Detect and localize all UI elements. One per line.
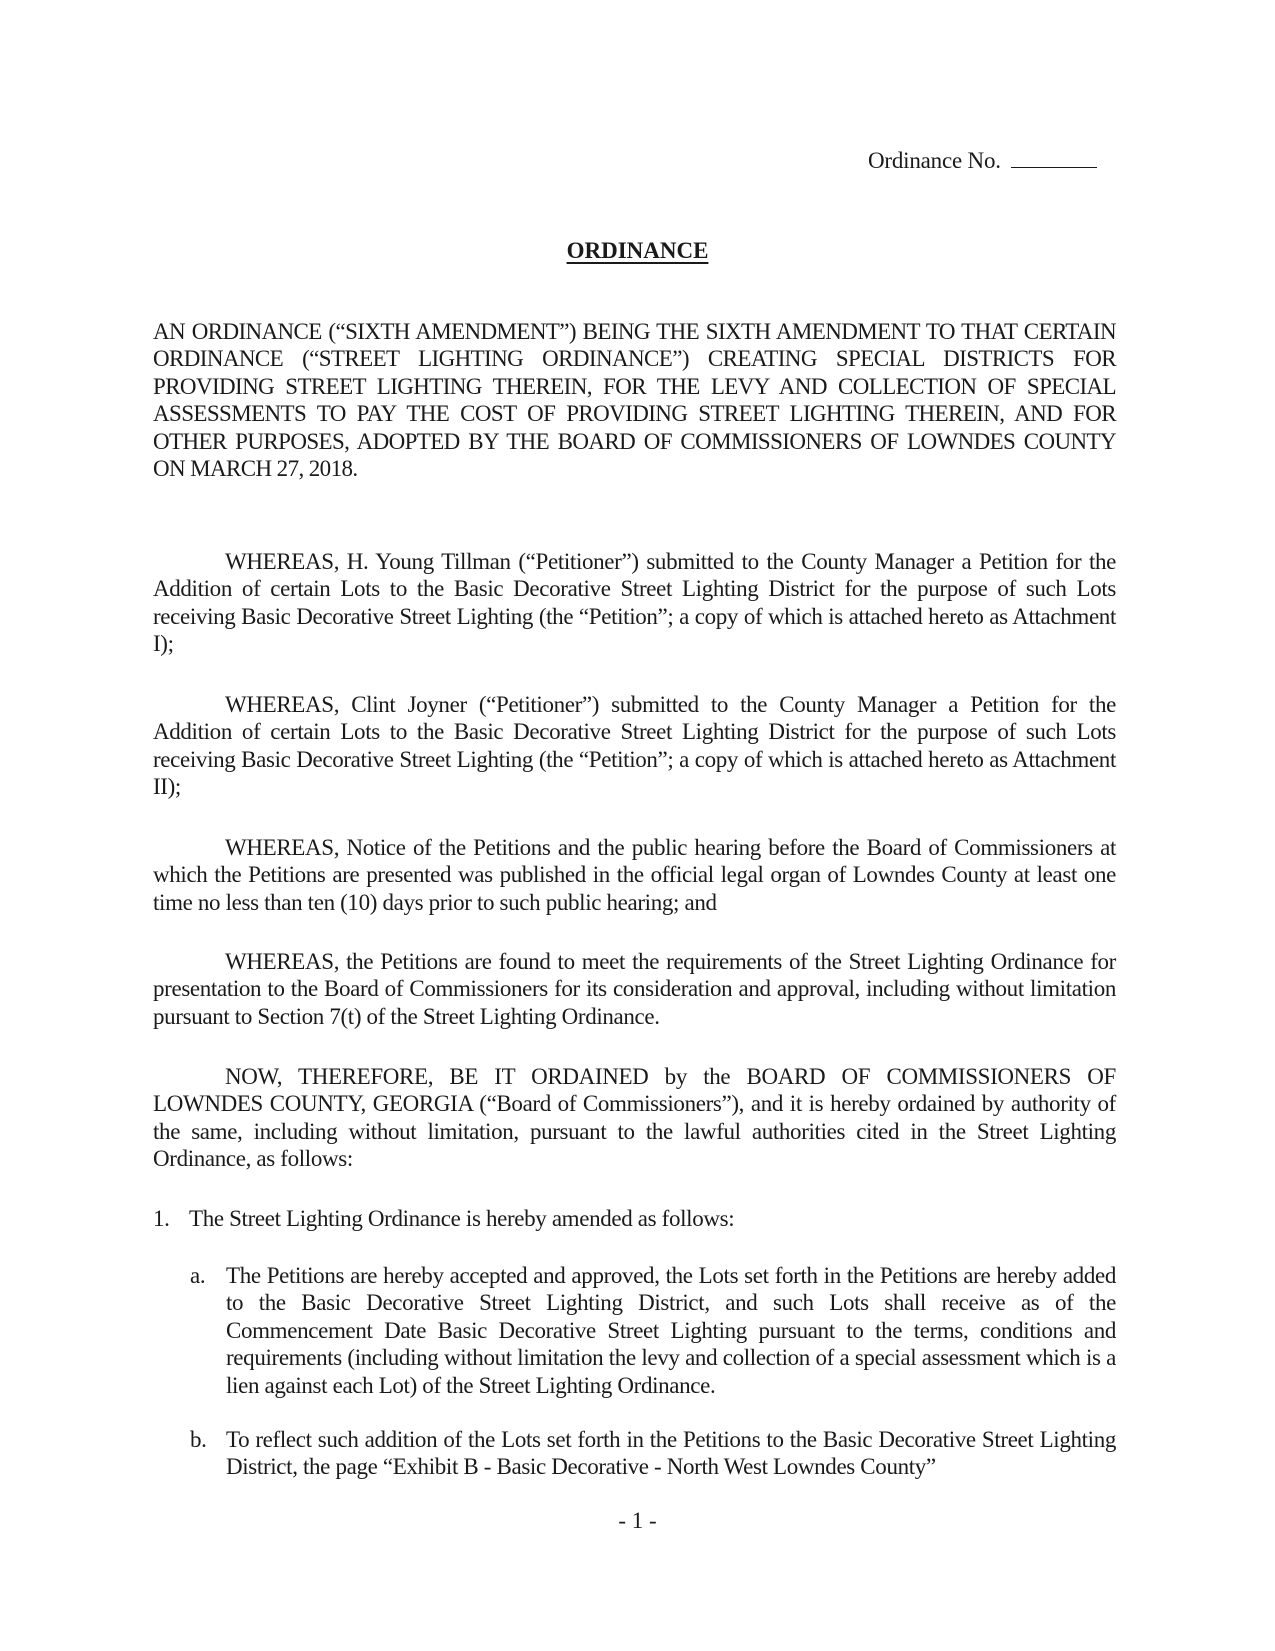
page-number: - 1 - [618,1508,657,1533]
list-item-text: The Street Lighting Ordinance is hereby amended as follows: [189,1206,735,1231]
ordinance-caption: AN ORDINANCE (“SIXTH AMENDMENT”) BEING THE SIXTH AMENDMENT TO THAT CERTAIN ORDINANCE (“STREET LIGHTING ORDINANCE”) CREATING SPECIAL DISTRICTS FOR PROVIDING STREET LIGHTING THEREIN, FOR THE LEVY AND COLLECTION OF SPECIAL ASSESSMENTS TO PAY THE COST OF PROVIDING STREET LIGHTING THEREIN, AND FOR OTHER PURPOSES, ADOPTED BY THE BOARD OF COMMISSIONERS OF LOWNDES COUNTY ON MARCH 27, 2018. [153,319,1116,482]
subitem-text: The Petitions are hereby accepted and approved, the Lots set forth in the Petitions are hereby added to the Basic Decorative Street Lighting District, and such Lots shall receive as of the Commencement Date Basic Decorative Street Lighting pursuant to the terms, conditions and requirements (including without limitation the levy and collection of a special assessment which is a lien against each Lot) of the Street Lighting Ordinance. [226,1263,1116,1398]
whereas-paragraph-joyner: WHEREAS, Clint Joyner (“Petitioner”) submitted to the County Manager a Petition for the Addition of certain Lots to the Basic Decorative Street Lighting District for the purpose of such Lots receiving Basic Decorative Street Lighting (the “Petition”; a copy of which is attached hereto as Attachment II); [153,692,1116,800]
list-subitem-a [190,1262,1116,1399]
ordinance-number-label: Ordinance No. [868,148,1001,173]
whereas-paragraph-requirements: WHEREAS, the Petitions are found to meet the requirements of the Street Lighting Ordinance for presentation to the Board of Commissioners for its consideration and approval, including without limitation pursuant to Section 7(t) of the Street Lighting Ordinance. [153,949,1116,1029]
ordinance-number-blank [1011,149,1097,168]
list-item-1 [153,1205,1116,1232]
now-therefore-paragraph: NOW, THEREFORE, BE IT ORDAINED by the BOARD OF COMMISSIONERS OF LOWNDES COUNTY, GEORGIA (“Board of Commissioners”), and it is hereby ordained by authority of the same, including without limitation, pursuant to the lawful authorities cited in the Street Lighting Ordinance, as follows: [153,1064,1116,1172]
whereas-paragraph-tillman: WHEREAS, H. Young Tillman (“Petitioner”) submitted to the County Manager a Petition for the Addition of certain Lots to the Basic Decorative Street Lighting District for the purpose of such Lots receiving Basic Decorative Street Lighting (the “Petition”; a copy of which is attached hereto as Attachment I); [153,549,1116,657]
subitem-letter: a. [190,1263,206,1288]
list-item-number: 1. [153,1206,170,1231]
subitem-letter: b. [190,1427,207,1452]
document-title: ORDINANCE [566,238,709,263]
whereas-paragraph-notice: WHEREAS, Notice of the Petitions and the public hearing before the Board of Commissioners at which the Petitions are presented was published in the official legal organ of Lowndes County at least one time no less than ten (10) days prior to such public hearing; and [153,835,1116,915]
ordinance-number-line [868,148,1097,174]
subitem-text: To reflect such addition of the Lots set forth in the Petitions to the Basic Decorative Street Lighting District, the page “Exhibit B - Basic Decorative - North West Lowndes County” [226,1427,1116,1480]
list-subitem-b [190,1426,1116,1481]
